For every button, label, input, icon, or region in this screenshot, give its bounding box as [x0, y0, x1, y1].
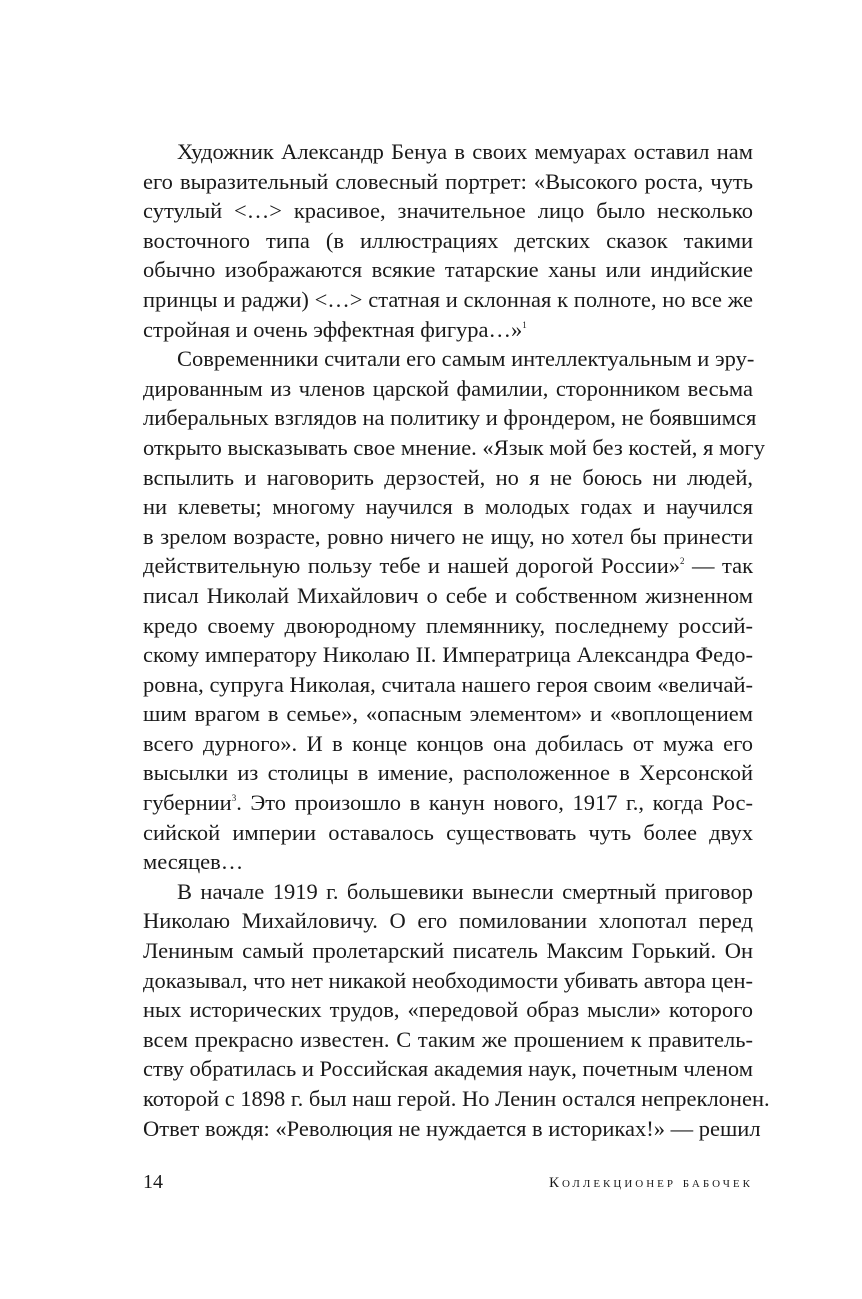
page-number: 14 [143, 1171, 163, 1193]
text-line-content: губернии [143, 790, 232, 816]
footnote-ref-2[interactable]: 2 [680, 556, 685, 567]
text-line: либеральных взглядов на политику и фрондером, не боявшимся [143, 405, 757, 431]
footnote-ref-1[interactable]: 1 [522, 319, 527, 330]
body-text [143, 137, 770, 1143]
running-title: Коллекционер бабочек [549, 1175, 753, 1191]
text-line: дированным из членов царской фамилии, сторонником весьма [143, 375, 753, 401]
paragraph-1 [143, 137, 753, 344]
text-line: Художник Александр Бенуа в своих мемуарах оставил нам [177, 139, 753, 164]
text-line: сутулый <…> красивое, значительное лицо было несколько [143, 198, 753, 224]
text-line: месяцев… [143, 849, 244, 875]
text-line: Ответ вождя: «Революция не нуждается в историках!» — решил [143, 1115, 761, 1141]
paragraph-2 [143, 344, 765, 877]
text-line: кредо своему двоюродному племяннику, последнему россий- [143, 612, 753, 638]
text-line: Лениным самый пролетарский писатель Максим Горький. Он [143, 938, 753, 964]
text-line: В начале 1919 г. большевики вынесли смертный приговор [177, 878, 753, 904]
text-line: открыто высказывать свое мнение. «Язык мой без костей, я могу [143, 434, 765, 460]
text-line-content: — так [684, 553, 754, 579]
text-line [143, 788, 753, 818]
text-line: обычно изображаются всякие татарские ханы или индийские [143, 257, 753, 283]
text-line: доказывал, что нет никакой необходимости убивать автора цен- [143, 967, 753, 993]
text-line: восточного типа (в иллюстрациях детских сказок такими [143, 227, 753, 253]
text-line: писал Николай Михайлович о себе и собственном жизненном [143, 582, 753, 608]
text-line-content: действительную пользу тебе и нашей дорогой России» [143, 553, 681, 579]
paragraph-3 [143, 877, 770, 1143]
text-line: высылки из столицы в имение, расположенное в Херсонской [143, 760, 753, 786]
text-line: которой с 1898 г. был наш герой. Но Ленин остался непреклонен. [143, 1086, 770, 1111]
text-line: Современники считали его самым интеллектуальным и эру- [177, 346, 755, 372]
text-line-content: . Это произошло в канун нового, 1917 г., когда Рос- [236, 790, 753, 816]
text-line: всего дурного». И в конце концов она добилась от мужа его [143, 730, 753, 756]
footnote-ref-3[interactable]: 3 [231, 793, 237, 804]
text-line [143, 315, 753, 345]
text-line: всем прекрасно известен. С таким же прошением к правитель- [143, 1026, 753, 1052]
text-line: его выразительный словесный портрет: «Высокого роста, чуть [143, 168, 753, 194]
text-line: в зрелом возрасте, ровно ничего не ищу, но хотел бы принести [143, 523, 753, 549]
text-line: ровна, супруга Николая, считала нашего героя своим «величай- [143, 671, 753, 697]
text-line: сийской империи оставалось существовать чуть более двух [143, 819, 753, 845]
text-line: ных исторических трудов, «передовой образ мысли» которого [143, 997, 753, 1023]
text-line: Николаю Михайловичу. О его помиловании хлопотал перед [143, 908, 753, 934]
text-line: скому императору Николаю II. Императрица Александра Федо- [143, 642, 753, 668]
text-line: ству обратилась и Российская академия наук, почетным членом [143, 1056, 753, 1082]
text-line: принцы и раджи) <…> статная и склонная к полноте, но все же [143, 286, 753, 312]
text-line [143, 551, 753, 581]
text-line: шим врагом в семье», «опасным элементом» и «воплощением [143, 701, 753, 727]
text-line-content: стройная и очень эффектная фигура…» [143, 316, 523, 342]
text-line: вспылить и наговорить дерзостей, но я не боюсь ни людей, [143, 464, 753, 490]
text-line: ни клеветы; многому научился в молодых годах и научился [143, 494, 753, 520]
